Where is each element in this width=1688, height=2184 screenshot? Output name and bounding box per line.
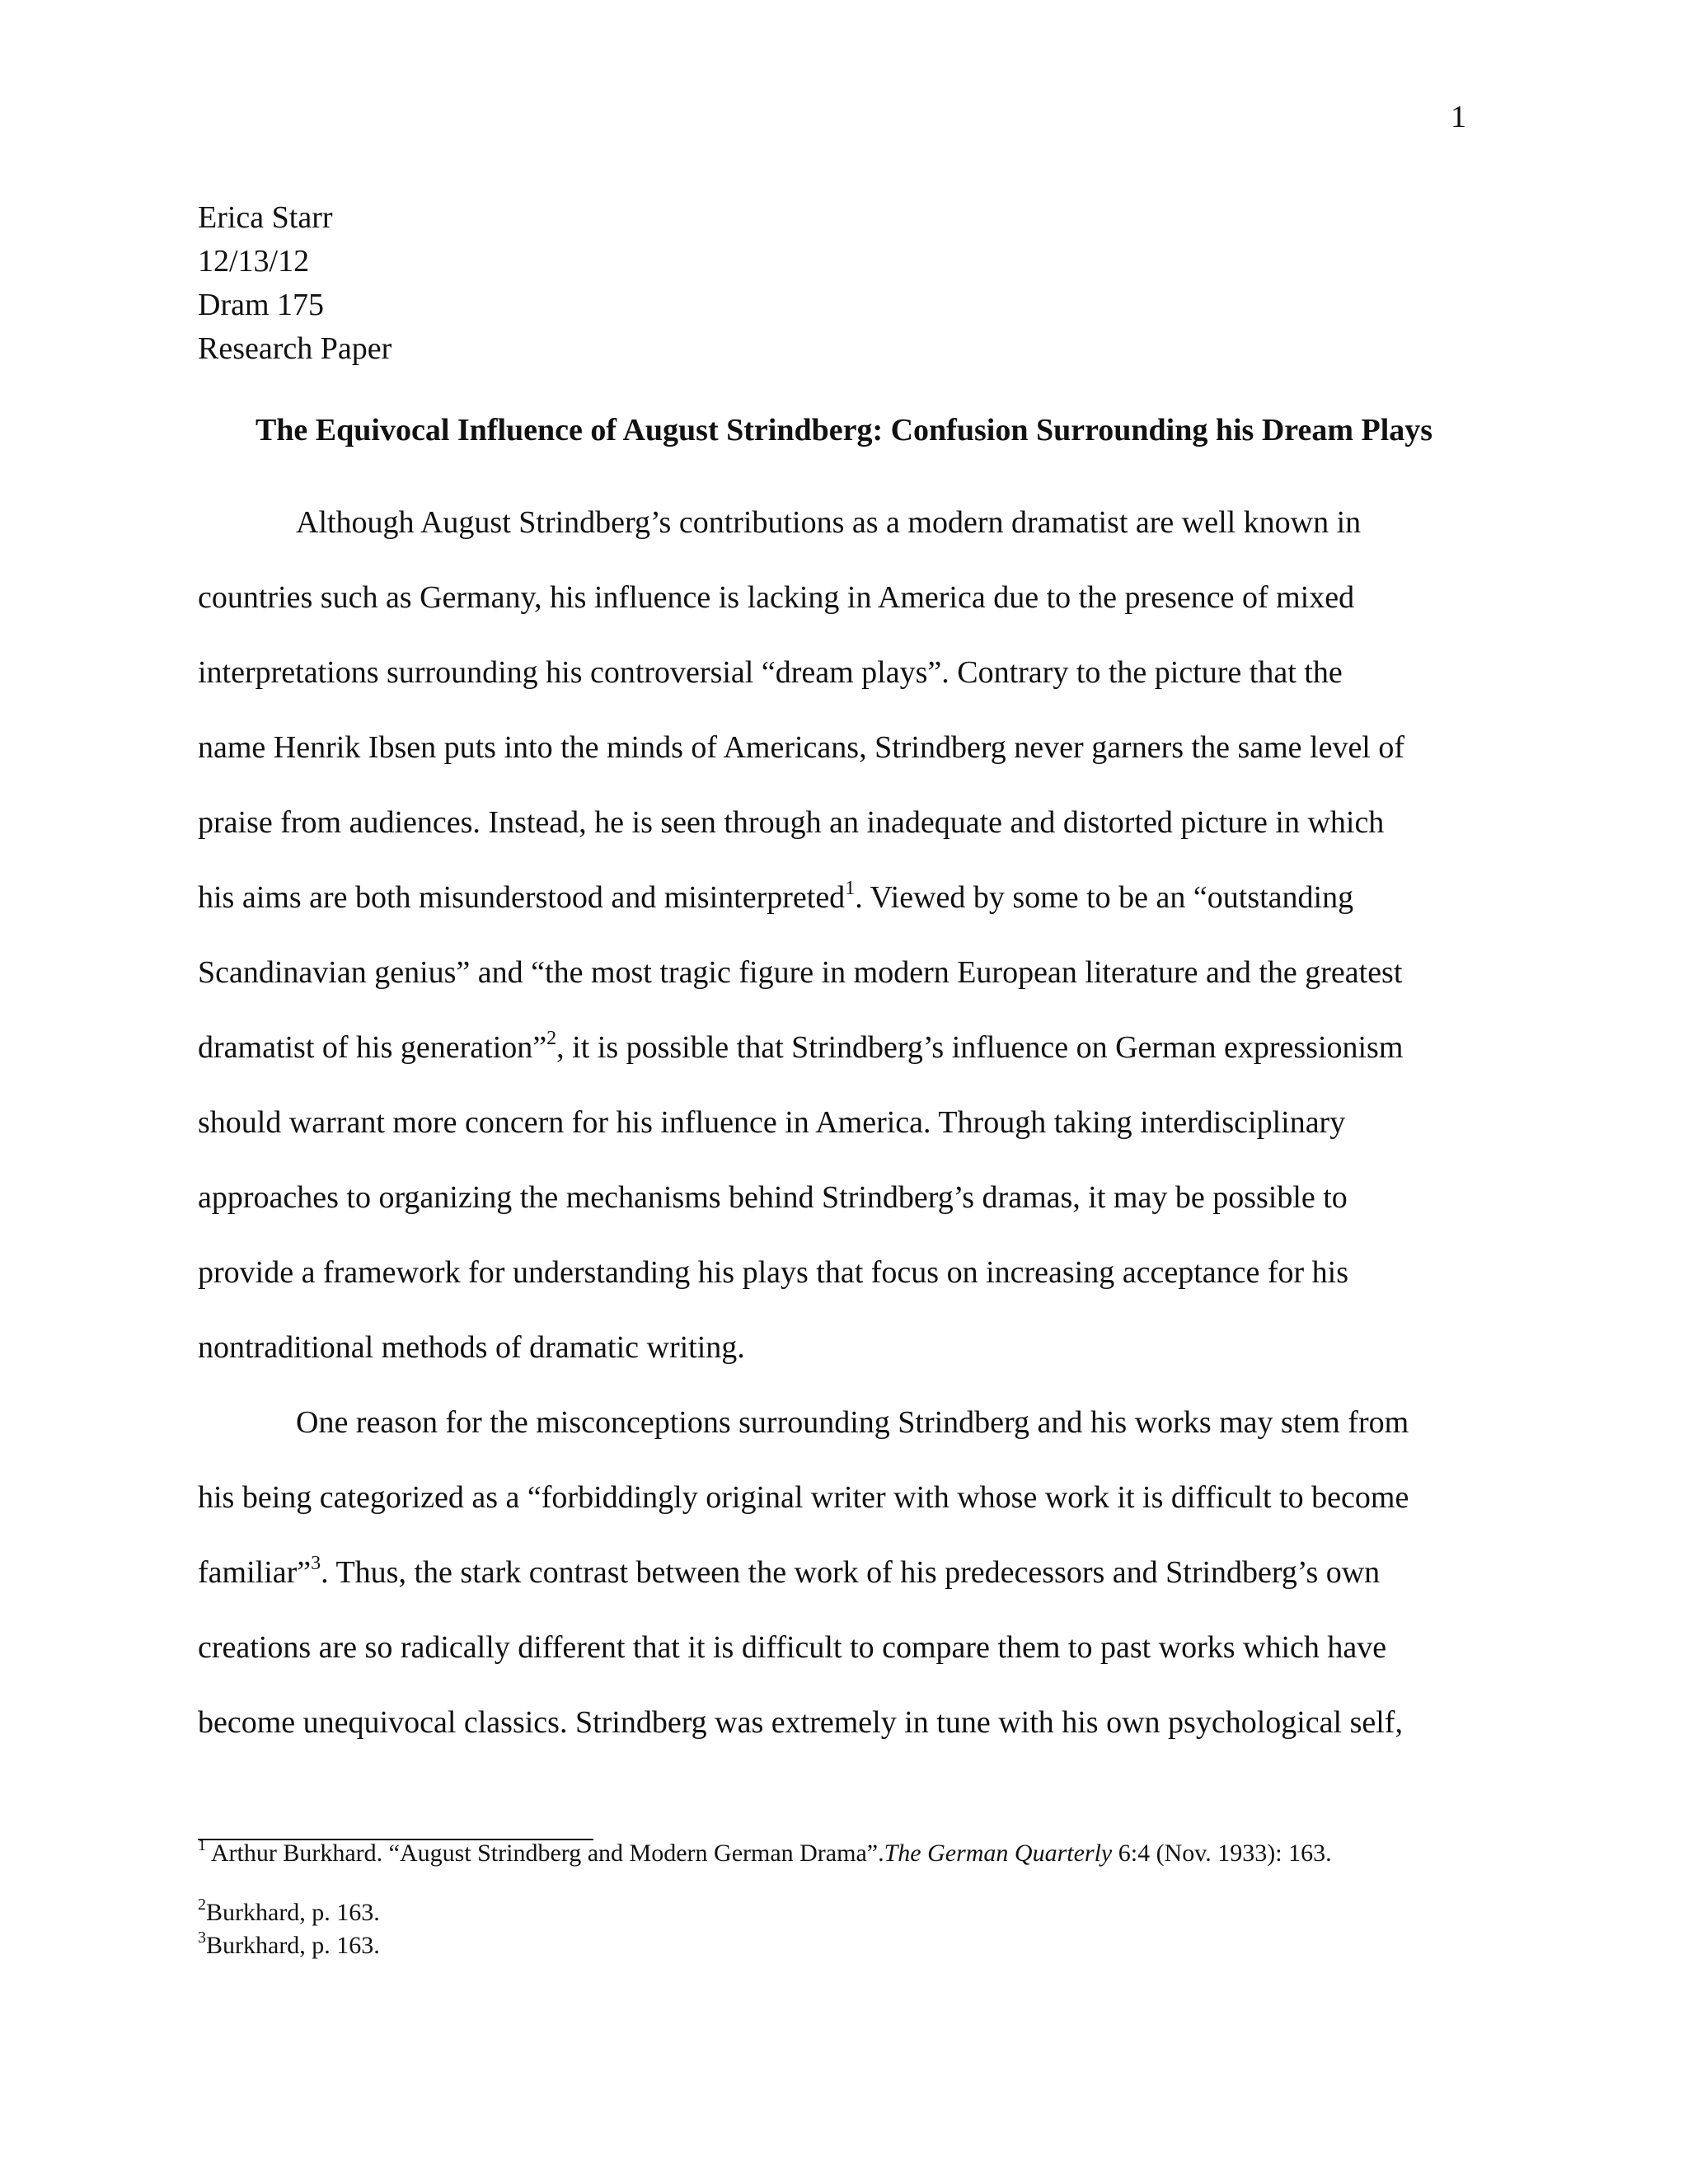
footnote-1: $^1$ Arthur Burkhard. “August Strindberg and Modern German Drama”.The German Quarterly 6:4 (Nov. 1933): 163. xyxy=(198,1836,1332,1867)
body-line: become unequivocal classics. Strindberg was extremely in tune with his own psychological self, xyxy=(198,1705,1403,1740)
body-line: provide a framework for understanding his plays that focus on increasing acceptance for his xyxy=(198,1255,1349,1290)
body-line: name Henrik Ibsen puts into the minds of Americans, Strindberg never garners the same level of xyxy=(198,730,1405,765)
footnote-mark: 3 xyxy=(198,1929,206,1947)
paper-date: 12/13/12 xyxy=(198,244,310,279)
footnote-ref-3[interactable]: 3 xyxy=(311,1553,321,1574)
footnote-2: $^2$Burkhard, p. 163. xyxy=(198,1896,380,1926)
footnote-ref-2[interactable]: 2 xyxy=(546,1028,557,1049)
author-name: Erica Starr xyxy=(198,200,333,235)
footnote-3: $^3$Burkhard, p. 163. xyxy=(198,1929,380,1959)
page-number: 1 xyxy=(1451,100,1466,134)
course-name: Dram 175 xyxy=(198,288,325,322)
journal-title: The German Quarterly xyxy=(884,1840,1113,1867)
body-line: praise from audiences. Instead, he is seen through an inadequate and distorted picture in which xyxy=(198,805,1385,840)
body-line: Scandinavian genius” and “the most tragic figure in modern European literature and the greatest xyxy=(198,955,1403,990)
body-line: One reason for the misconceptions surrounding Strindberg and his works may stem from xyxy=(296,1405,1409,1440)
body-line: should warrant more concern for his influence in America. Through taking interdisciplinary xyxy=(198,1105,1346,1140)
footnote-mark: 2 xyxy=(198,1896,206,1914)
paper-title: The Equivocal Influence of August Strindberg: Confusion Surrounding his Dream Plays xyxy=(255,413,1433,448)
paper-header xyxy=(198,196,392,371)
body-line: approaches to organizing the mechanisms behind Strindberg’s dramas, it may be possible to xyxy=(198,1180,1348,1215)
body-line: dramatist of his generation”$^2$, it is possible that Strindberg’s influence on German expressionism xyxy=(198,1028,1404,1065)
body-line: his aims are both misunderstood and misinterpreted$^1$. Viewed by some to be an “outstanding xyxy=(198,878,1354,915)
body-line: countries such as Germany, his influence is lacking in America due to the presence of mixed xyxy=(198,580,1355,615)
footnote-ref-1[interactable]: 1 xyxy=(845,878,856,899)
body-line: creations are so radically different that it is difficult to compare them to past works which have xyxy=(198,1630,1387,1665)
body-line: nontraditional methods of dramatic writing. xyxy=(198,1330,745,1365)
body-line: interpretations surrounding his controversial “dream plays”. Contrary to the picture that the xyxy=(198,655,1343,690)
assignment-type: Research Paper xyxy=(198,331,392,366)
body-line: his being categorized as a “forbiddingly original writer with whose work it is difficult to become xyxy=(198,1480,1409,1515)
footnote-mark: 1 xyxy=(198,1836,206,1854)
body-line: familiar”$^3$. Thus, the stark contrast between the work of his predecessors and Strindberg’s own xyxy=(198,1553,1381,1590)
body-line: Although August Strindberg’s contributions as a modern dramatist are well known in xyxy=(296,505,1362,540)
